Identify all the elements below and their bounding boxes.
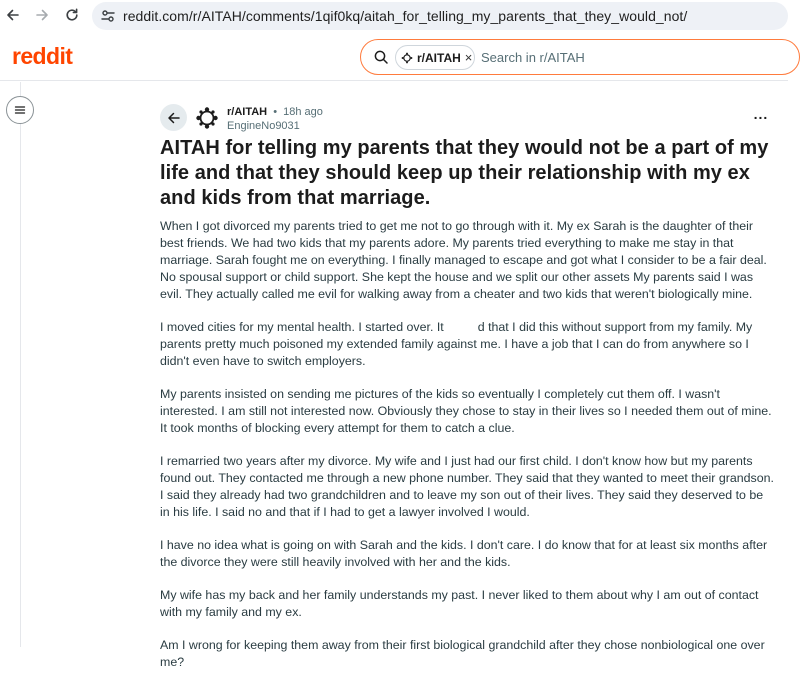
close-icon[interactable]: × xyxy=(464,50,473,65)
chip-label: r/AITAH xyxy=(417,50,461,65)
subreddit-avatar[interactable] xyxy=(195,106,219,130)
meta-separator: • xyxy=(273,106,278,118)
post-paragraph-end: d that I did this without support from my family. My parents pretty much poisoned my extended family against me. I have a job that I can do from anywhere so I didn't even have to switch employers. xyxy=(160,320,753,368)
back-arrow-icon xyxy=(167,111,181,125)
subreddit-link[interactable]: r/AITAH xyxy=(227,106,268,118)
search-icon xyxy=(373,49,389,65)
post-title: AITAH for telling my parents that they would not be a part of my life and that they should keep up their relationship with my ex and kids from that marriage. xyxy=(160,137,769,209)
post-meta xyxy=(227,106,323,119)
back-arrow-icon[interactable] xyxy=(2,4,24,26)
back-button[interactable] xyxy=(160,104,187,131)
menu-toggle-button[interactable] xyxy=(6,96,34,124)
post-timestamp: 18h ago xyxy=(283,106,323,118)
search-input[interactable] xyxy=(481,47,781,67)
hamburger-icon xyxy=(13,103,27,117)
browser-toolbar xyxy=(0,0,788,33)
post-paragraph: I have no idea what is going on with Sarah and the kids. I don't care. I do know that for at least six months after the divorce they were still heavily involved with her and the kids. xyxy=(160,538,768,569)
overflow-menu-button[interactable]: ... xyxy=(753,106,769,122)
forward-arrow-icon[interactable] xyxy=(31,4,53,26)
reddit-logo[interactable]: reddit xyxy=(12,43,73,69)
subreddit-filter-chip[interactable] xyxy=(395,45,475,70)
post-paragraph-start: I moved cities for my mental health. I started over. It xyxy=(160,320,444,334)
address-bar[interactable] xyxy=(92,2,788,30)
search-bar[interactable] xyxy=(360,39,800,75)
post-paragraph xyxy=(160,319,774,370)
post-body xyxy=(160,218,774,687)
post-paragraph: I remarried two years after my divorce. My wife and I just had our first child. I don't know how but my parents found out. They contacted me through a new phone number. They said that they wanted to meet their grandson. I said they already had two grandchildren and to leave my son out of their lives. They said they deserved to be in his life. I said no and that if I had to get a lawyer involved I would. xyxy=(160,454,774,519)
post-paragraph: My parents insisted on sending me pictures of the kids so eventually I completely cut them off. I wasn't interested. I am still not interested now. Obviously they chose to stay in their lives so I needed them out of mine. It took months of blocking every attempt for them to catch a clue. xyxy=(160,387,772,435)
reload-icon[interactable] xyxy=(61,4,83,26)
url-text: reddit.com/r/AITAH/comments/1qif0kq/aitah_for_telling_my_parents_that_they_would_not/ xyxy=(123,8,688,24)
site-header xyxy=(0,33,788,81)
site-settings-icon[interactable] xyxy=(100,8,116,24)
redacted-text xyxy=(444,323,478,333)
post-paragraph: Am I wrong for keeping them away from their first biological grandchild after they chose nonbiological one over me? xyxy=(160,638,765,669)
subreddit-icon xyxy=(401,52,413,64)
author-link[interactable]: EngineNo9031 xyxy=(227,120,300,132)
post-paragraph: My wife has my back and her family understands my past. I never liked to them about why I am out of contact with my family and my ex. xyxy=(160,588,759,619)
post-paragraph: When I got divorced my parents tried to get me not to go through with it. My ex Sarah is the daughter of their best friends. We had two kids that my parents adore. My parents tried everything to make me stay in that marriage. Sarah fought me on everything. I finally managed to escape and got what I consider to be a fair deal. No spousal support or child support. She kept the house and we split our other assets My parents said I was evil. They actually called me evil for walking away from a cheater and two kids that weren't biologically mine. xyxy=(160,219,767,301)
left-sidebar xyxy=(0,82,21,647)
